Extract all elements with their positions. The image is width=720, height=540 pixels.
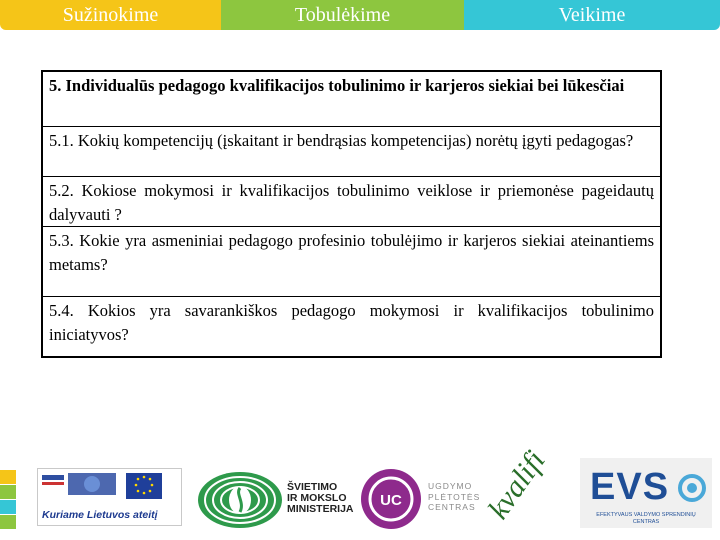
- svg-text:kvalifi: kvalifi: [481, 444, 552, 526]
- eu-funds-logo: [37, 468, 182, 526]
- top-tab-bar: [0, 0, 720, 30]
- evs-subtitle: EFEKTYVAUS VALDYMO SPRENDINIŲ CENTRAS: [596, 512, 696, 525]
- udc-emblem-icon: [358, 468, 424, 530]
- section-heading: 5. Individualūs pedagogo kvalifikacijos tobulinimo ir karjeros siekiai bei lūkesčiai: [49, 76, 625, 95]
- question-5-1: 5.1. Kokių kompetencijų (įskaitant ir bendrąsias kompetencijas) norėtų įgyti pedagogas?: [43, 126, 660, 176]
- question-5-2: 5.2. Kokiose mokymosi ir kvalifikacijos tobulinimo veiklose ir priemonėse pageidautų dalyvauti ?: [43, 176, 660, 226]
- ministry-logo-text: ŠVIETIMO IR MOKSLO MINISTERIJA: [287, 481, 354, 515]
- evs-wordmark: EVS: [590, 466, 670, 508]
- question-5-3: 5.3. Kokie yra asmeniniai pedagogo profesinio tobulėjimo ir karjeros siekiai ateinantiems metams?: [43, 226, 660, 296]
- evs-ring-icon: [678, 468, 710, 508]
- svg-text:UC: UC: [380, 492, 402, 509]
- left-color-bar: [0, 470, 16, 530]
- tab-veikime[interactable]: Veikime: [464, 0, 720, 30]
- evs-logo: [580, 458, 712, 528]
- tab-suzinokime[interactable]: Sužinokime: [0, 0, 221, 30]
- eu-flag-icon: [38, 469, 183, 509]
- udc-logo-text: UGDYMO PLĖTOTĖS CENTRAS: [428, 481, 481, 512]
- questions-table: [41, 70, 662, 358]
- tab-tobulekime[interactable]: Tobulėkime: [221, 0, 464, 30]
- eu-slogan: Kuriame Lietuvos ateitį: [42, 509, 158, 521]
- leaf-emblem-icon: [195, 470, 285, 530]
- question-5-4: 5.4. Kokios yra savarankiškos pedagogo mokymosi ir kvalifikacijos tobulinimo iniciatyvos?: [43, 296, 660, 356]
- kvalifi-logo: [481, 444, 577, 526]
